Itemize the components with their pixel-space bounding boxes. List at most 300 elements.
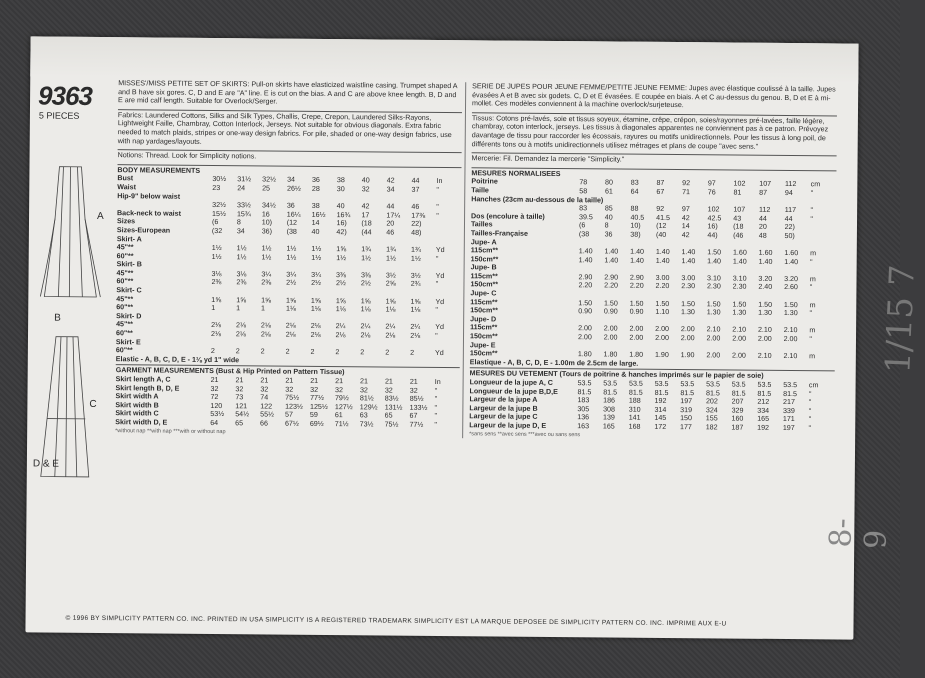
cell <box>359 357 379 366</box>
cell <box>710 360 728 369</box>
cell <box>681 291 712 300</box>
cell: " <box>808 406 812 416</box>
cell: 1⅛ <box>385 305 396 314</box>
cell: 2½ <box>335 279 346 288</box>
cell: 2.10 <box>783 352 798 361</box>
cell: 42 <box>386 176 395 185</box>
cell: Yd <box>435 246 445 255</box>
cell: 32 <box>384 386 393 395</box>
cell: 30½ <box>212 175 227 184</box>
cell: 44) <box>707 231 718 240</box>
cell: 53.5 <box>577 379 592 388</box>
cell: 2⅛ <box>210 330 221 339</box>
cell: 1.50 <box>578 298 593 307</box>
cell: 123½ <box>285 402 303 411</box>
cell: 26½ <box>286 184 301 193</box>
cell: 2⅜ <box>236 278 247 287</box>
cell: 1½ <box>361 253 372 263</box>
cell: 160 <box>731 414 744 424</box>
cell: " <box>809 335 812 344</box>
cell: 8 <box>236 218 241 227</box>
cell: (18 <box>361 219 372 228</box>
cell: 2.60 <box>784 283 798 292</box>
cell: 1.40 <box>655 247 670 257</box>
cell: cm <box>810 180 821 189</box>
cell: 2.10 <box>732 325 747 335</box>
cell: 3½ <box>385 271 396 280</box>
cell: 3.10 <box>732 274 747 283</box>
cell: 1.50 <box>681 299 695 308</box>
cell: 2⅛ <box>260 321 271 330</box>
cell: 53.5 <box>603 379 618 388</box>
cell: 1 <box>236 304 241 313</box>
cell: 16½ <box>311 210 326 219</box>
cell: 0.90 <box>603 307 618 316</box>
cell: 21 <box>260 376 269 385</box>
cell <box>651 239 682 248</box>
cell: " <box>810 206 814 215</box>
cell: 92 <box>682 179 691 188</box>
row-label: Largeur de la jupe D, E <box>469 421 547 430</box>
cell: 1.90 <box>654 351 669 360</box>
garment-measurements-heading-fr: MESURES DU VETEMENT (Tours de poitrine & hanches imprimés sur le papier de soie) <box>469 369 764 381</box>
cell: 2.20 <box>578 281 593 290</box>
cell: (32 <box>211 226 223 235</box>
row-label: 150cm** <box>470 306 498 315</box>
cell <box>620 265 651 274</box>
cell <box>527 290 558 299</box>
cell: 2⅛ <box>310 322 321 331</box>
cell: 2.20 <box>604 281 619 291</box>
cell <box>200 261 229 270</box>
cell: 2¼ <box>335 322 346 331</box>
cell <box>681 265 712 274</box>
cell: 71½ <box>334 420 349 429</box>
cell <box>810 232 836 241</box>
cell: m <box>809 326 816 335</box>
cell <box>373 288 402 297</box>
cell: 1⅛ <box>360 305 371 314</box>
cell: 32 <box>310 385 319 394</box>
cell: 16) <box>707 222 718 231</box>
cell: (18 <box>733 222 744 231</box>
cell: 1.60 <box>732 248 747 257</box>
cell: 3½ <box>410 271 421 280</box>
cell: 73½ <box>359 420 374 429</box>
cell <box>171 261 200 270</box>
cell <box>773 344 804 353</box>
row-label: Skirt- B <box>116 260 142 269</box>
body-measurements-heading: BODY MEASUREMENTS <box>117 165 201 175</box>
cell: " <box>808 415 812 424</box>
cell: 8 <box>604 221 609 230</box>
cell <box>527 238 558 247</box>
cell: 21 <box>360 377 368 386</box>
cell <box>650 317 681 326</box>
cell: 42 <box>361 202 370 211</box>
cell: 2.10 <box>706 325 721 334</box>
cell: 21 <box>310 376 319 385</box>
cell: " <box>809 257 813 266</box>
cell: 2⅜ <box>211 278 222 287</box>
cell <box>171 287 200 296</box>
nap-note-fr: *sans sens **avec sens ***avec ou sans sens <box>469 430 581 438</box>
cell: Yd <box>435 297 445 306</box>
cell <box>431 341 460 350</box>
cell: 3.00 <box>655 273 670 282</box>
cell <box>763 361 781 370</box>
cell: 2.30 <box>732 283 747 292</box>
cell: 1.40 <box>681 248 696 257</box>
cell: 23 <box>212 183 221 192</box>
cell: 40.5 <box>630 213 645 222</box>
cell: 24 <box>237 184 246 193</box>
cell: 1.50 <box>706 299 721 309</box>
cell: 3⅜ <box>336 270 346 280</box>
cell: " <box>810 189 814 198</box>
cell <box>804 318 835 327</box>
cell: 314 <box>654 405 667 414</box>
cell: 129½ <box>359 403 378 412</box>
cell: 32 <box>210 384 219 393</box>
cell: 85½ <box>409 394 424 404</box>
cell: 1.30 <box>681 308 695 317</box>
row-label: 115cm** <box>470 246 499 255</box>
cell: 1.40 <box>578 247 593 256</box>
cell: 202 <box>705 397 718 406</box>
cell <box>743 292 774 301</box>
skirt-line-drawings <box>33 158 114 499</box>
notions-text: Notions: Thread. Look for Simplicity notions. <box>117 151 257 161</box>
cell: 32 <box>235 384 244 393</box>
cell: m <box>809 300 816 309</box>
row-label: 60"** <box>115 346 133 355</box>
cell <box>681 343 712 352</box>
cell: 2.00 <box>680 334 695 343</box>
row-label: Jupe- C <box>470 289 497 298</box>
cell: " <box>435 254 439 263</box>
row-label: Dos (encolure à taille) <box>471 211 545 221</box>
row-label: Skirt width A <box>115 392 159 401</box>
cell: 53.5 <box>628 379 643 388</box>
row-label: Largeur de la jupe B <box>469 404 538 413</box>
cell: 2⅛ <box>335 331 346 340</box>
cell: 165 <box>602 422 615 431</box>
cell <box>333 194 359 203</box>
row-label: Elastique - A, B, C, D, E - 1.00m de 2.5cm de large. <box>469 358 639 368</box>
cell: " <box>810 214 813 223</box>
cell: In <box>436 177 443 186</box>
cell: 78 <box>579 178 588 187</box>
cell <box>774 292 805 301</box>
cell: 2½ <box>311 279 322 288</box>
cell: 21 <box>409 377 418 386</box>
cell: 212 <box>757 397 770 407</box>
cell: 3.20 <box>784 274 799 283</box>
cell <box>287 262 316 271</box>
cell: 32 <box>359 385 368 394</box>
cell: 1.80 <box>629 350 644 359</box>
cell: 32 <box>361 185 370 194</box>
cell: 1⅝ <box>335 296 346 305</box>
cell <box>742 343 773 352</box>
cell: 150 <box>680 414 692 423</box>
row-label: Sizes-European <box>116 226 171 235</box>
cell: 1⅝ <box>236 295 247 304</box>
cell: 15½ <box>212 209 226 218</box>
cell: 61 <box>334 411 343 420</box>
row-label: 45"** <box>116 269 134 278</box>
row-label: Sizes <box>116 217 136 226</box>
cell: 141 <box>628 414 641 423</box>
cell <box>420 358 440 367</box>
cell: 40 <box>336 202 345 211</box>
cell: 10) <box>630 221 641 231</box>
cell: 87 <box>656 179 665 188</box>
cell <box>286 313 315 322</box>
row-label: Tailles-Française <box>470 229 528 238</box>
cell: 1.40 <box>604 256 619 265</box>
cell: 63 <box>359 411 368 420</box>
row-label: Jupe- D <box>470 315 497 324</box>
cell: 192 <box>757 423 770 432</box>
cell <box>206 192 232 201</box>
cell: 38 <box>311 201 320 211</box>
cell: 1⅝ <box>336 245 347 254</box>
cell: 339 <box>782 406 795 415</box>
cell <box>709 197 730 206</box>
cell <box>199 313 228 322</box>
cell: 2⅜ <box>261 278 272 287</box>
row-label: Skirt width C <box>115 409 159 418</box>
cell: 54½ <box>235 410 250 419</box>
cell: 2.90 <box>629 273 644 282</box>
cell: (44 <box>361 228 372 237</box>
cell <box>287 236 316 245</box>
cell: 107 <box>759 180 772 189</box>
cell: " <box>809 283 813 292</box>
cell: 32½ <box>212 201 226 210</box>
cell: 165 <box>757 415 770 424</box>
cell: 2⅛ <box>360 331 371 340</box>
cell: 41.5 <box>656 213 671 222</box>
cell <box>228 339 257 348</box>
cell: 1⅝ <box>310 296 321 305</box>
cell: 2 <box>210 347 215 356</box>
cell: 1.60 <box>784 249 799 258</box>
cell: 53½ <box>210 410 225 419</box>
cell: m <box>810 249 817 258</box>
cell: 42) <box>336 227 347 237</box>
cell <box>436 194 462 203</box>
cell: 2.00 <box>757 334 772 343</box>
cell: 1.40 <box>630 256 644 265</box>
cell <box>817 361 835 370</box>
row-label: 45"** <box>116 294 134 303</box>
cell: m <box>809 352 816 361</box>
cell <box>712 291 743 300</box>
fabrics-text: Fabrics: Laundered Cottons, Silks and Silk Types, Challis, Crepe, Crepon, Laundered Silks-Rayons, Lightweight Faille, Chambray, Cotton Interlock, Jerseys. Not suitable for obvious diagonals. Extra fabric needed to match plaids, stripes or one-way design fabrics. For pile, shaded or one-way design fabrics, use with nap yardages/layouts. <box>117 110 452 146</box>
row-label: Jupe- B <box>470 263 497 272</box>
cell <box>712 266 743 275</box>
cell <box>344 314 373 323</box>
cell: " <box>434 395 438 404</box>
cell: 188 <box>628 396 641 405</box>
cell: 81.5 <box>757 389 772 398</box>
cell <box>743 266 774 275</box>
cell: 83 <box>579 204 588 213</box>
cell: 122 <box>260 402 273 411</box>
cell: (6 <box>211 218 219 227</box>
cell: 92 <box>656 204 665 214</box>
cell: 81½ <box>359 394 374 403</box>
cell: 2 <box>360 348 365 357</box>
cell: 14 <box>681 222 690 231</box>
cell: 37 <box>411 185 420 194</box>
cell: " <box>435 280 439 289</box>
cell <box>743 317 774 326</box>
cell: 83 <box>630 178 639 188</box>
row-label: 115cm** <box>470 297 498 307</box>
cell <box>799 361 817 370</box>
cell: 32 <box>335 385 344 394</box>
cell: 48) <box>411 228 422 237</box>
cell: 53.5 <box>731 380 746 389</box>
cell <box>359 194 385 203</box>
row-label: 45"** <box>116 243 134 252</box>
cell: 2¼ <box>360 322 371 331</box>
cell: 187 <box>731 423 744 432</box>
cell: 1½ <box>386 254 396 263</box>
cell <box>557 342 588 351</box>
cell: 21 <box>335 377 344 386</box>
cell <box>380 357 400 366</box>
cell: 40 <box>361 176 370 185</box>
cell: In <box>434 377 441 386</box>
french-panel <box>462 82 837 441</box>
cell: 324 <box>705 406 718 415</box>
cell <box>712 317 743 326</box>
cell: 155 <box>705 414 718 423</box>
cell <box>589 265 620 274</box>
cell <box>402 289 431 298</box>
cell: 2.30 <box>706 282 721 291</box>
cell: 1.50 <box>655 299 670 308</box>
cell: 1⅛ <box>410 305 421 315</box>
view-b-label: B <box>54 312 61 324</box>
cell: cm <box>808 381 819 390</box>
cell: 1.30 <box>783 309 798 318</box>
cell <box>589 316 620 325</box>
cell: 2⅛ <box>385 331 396 340</box>
cell: 125½ <box>309 402 328 411</box>
cell: 2.00 <box>603 333 618 342</box>
row-label: Skirt width B <box>115 400 159 410</box>
row-label: Skirt width D, E <box>115 418 168 427</box>
cell: 42.5 <box>707 214 722 223</box>
cell: (12 <box>656 222 667 231</box>
cell <box>345 262 374 271</box>
cell: 172 <box>654 422 667 431</box>
cell: 40 <box>604 213 613 222</box>
cell: 32 <box>260 385 269 394</box>
cell: 329 <box>731 406 744 415</box>
cell <box>712 240 743 249</box>
cell: 2.20 <box>629 282 644 291</box>
cell: 42 <box>681 230 690 240</box>
cell: 31½ <box>237 175 252 184</box>
cell <box>170 312 199 321</box>
cell: 2.00 <box>680 325 695 334</box>
cell: 81.5 <box>654 388 669 397</box>
cell: 53.5 <box>783 380 798 390</box>
cell: 79½ <box>334 394 349 403</box>
row-label: Taille <box>471 186 489 195</box>
body-measurements-heading-fr: MESURES NORMALISEES <box>471 169 561 178</box>
cell: 1⅛ <box>310 305 321 314</box>
cell: 1½ <box>261 244 272 253</box>
cell: 2.90 <box>604 273 619 282</box>
cell: 2.10 <box>783 326 798 335</box>
cell <box>589 290 620 299</box>
cell <box>804 344 835 353</box>
pencil-note-top: 1/15 7 <box>878 263 923 375</box>
cell: 102 <box>733 179 746 188</box>
cell: 21 <box>384 377 393 386</box>
pattern-envelope-back <box>25 36 923 639</box>
cell: 2¼ <box>410 323 421 332</box>
description-text-fr: SERIE DE JUPES POUR JEUNE FEMME/PETITE JEUNE FEMME: Jupes avec élastique coulissé à la taille. Jupes évasées A et B avec six godets. C, D et E évasées. E coupée en biais. A et C au-dessus du genou. B, D et E à mi-mollet. Ces modèles conviennent à la machine overlock/surjeteuse. <box>472 82 836 110</box>
cell <box>432 237 461 246</box>
cell: 2.00 <box>706 334 721 343</box>
cell <box>674 360 692 369</box>
cell: 2 <box>260 347 265 356</box>
cell <box>773 197 794 206</box>
cell: 107 <box>733 205 746 214</box>
cell: 2.10 <box>757 326 772 335</box>
row-label: Jupe- A <box>470 237 497 246</box>
cell: 16) <box>336 219 347 228</box>
row-label: Tailles <box>470 220 493 229</box>
cell <box>432 263 461 272</box>
cell <box>682 240 713 249</box>
cell: 87 <box>759 188 768 197</box>
cell: 2.00 <box>732 351 746 360</box>
cell: 1.90 <box>680 351 695 360</box>
cell: 207 <box>731 397 744 406</box>
cell <box>199 339 228 348</box>
cell: 2.10 <box>757 351 772 361</box>
cell: 36 <box>286 201 295 210</box>
fabrics-text-fr: Tissus: Cotons pré-lavés, soie et tissus soyeux, étamine, crêpe, crépon, soies/rayonnes pré-lavées, faille légère, chambray, coton interlock, jerseys. Les tissus à diagonales apparentes ne conviennent pas à ce patron. Prévoyez davantage de tissu pour raccorder les écossais, rayures ou motifs unidirectionnels. Pour les tissus à long poil, de différents tons ou à motifs unidirectionnels utilisez métrages et plans de coupe "avec sens." <box>471 114 829 151</box>
row-label: Waist <box>117 183 136 192</box>
cell <box>440 358 460 367</box>
cell: 44 <box>784 214 793 223</box>
cell: 2 <box>285 347 290 356</box>
cell: 46 <box>411 202 420 211</box>
cell: 1.40 <box>681 256 696 265</box>
cell: 1¾ <box>386 245 397 254</box>
cell: 53.5 <box>680 380 695 389</box>
cell: 2 <box>410 348 415 357</box>
cell: 1¾ <box>361 245 372 254</box>
cell <box>257 193 283 202</box>
cell: 1 <box>211 304 216 313</box>
cell: 17 <box>361 211 370 220</box>
cell: 1⅝ <box>385 297 396 306</box>
english-panel <box>115 79 462 438</box>
view-de-label: D & E <box>32 458 60 470</box>
